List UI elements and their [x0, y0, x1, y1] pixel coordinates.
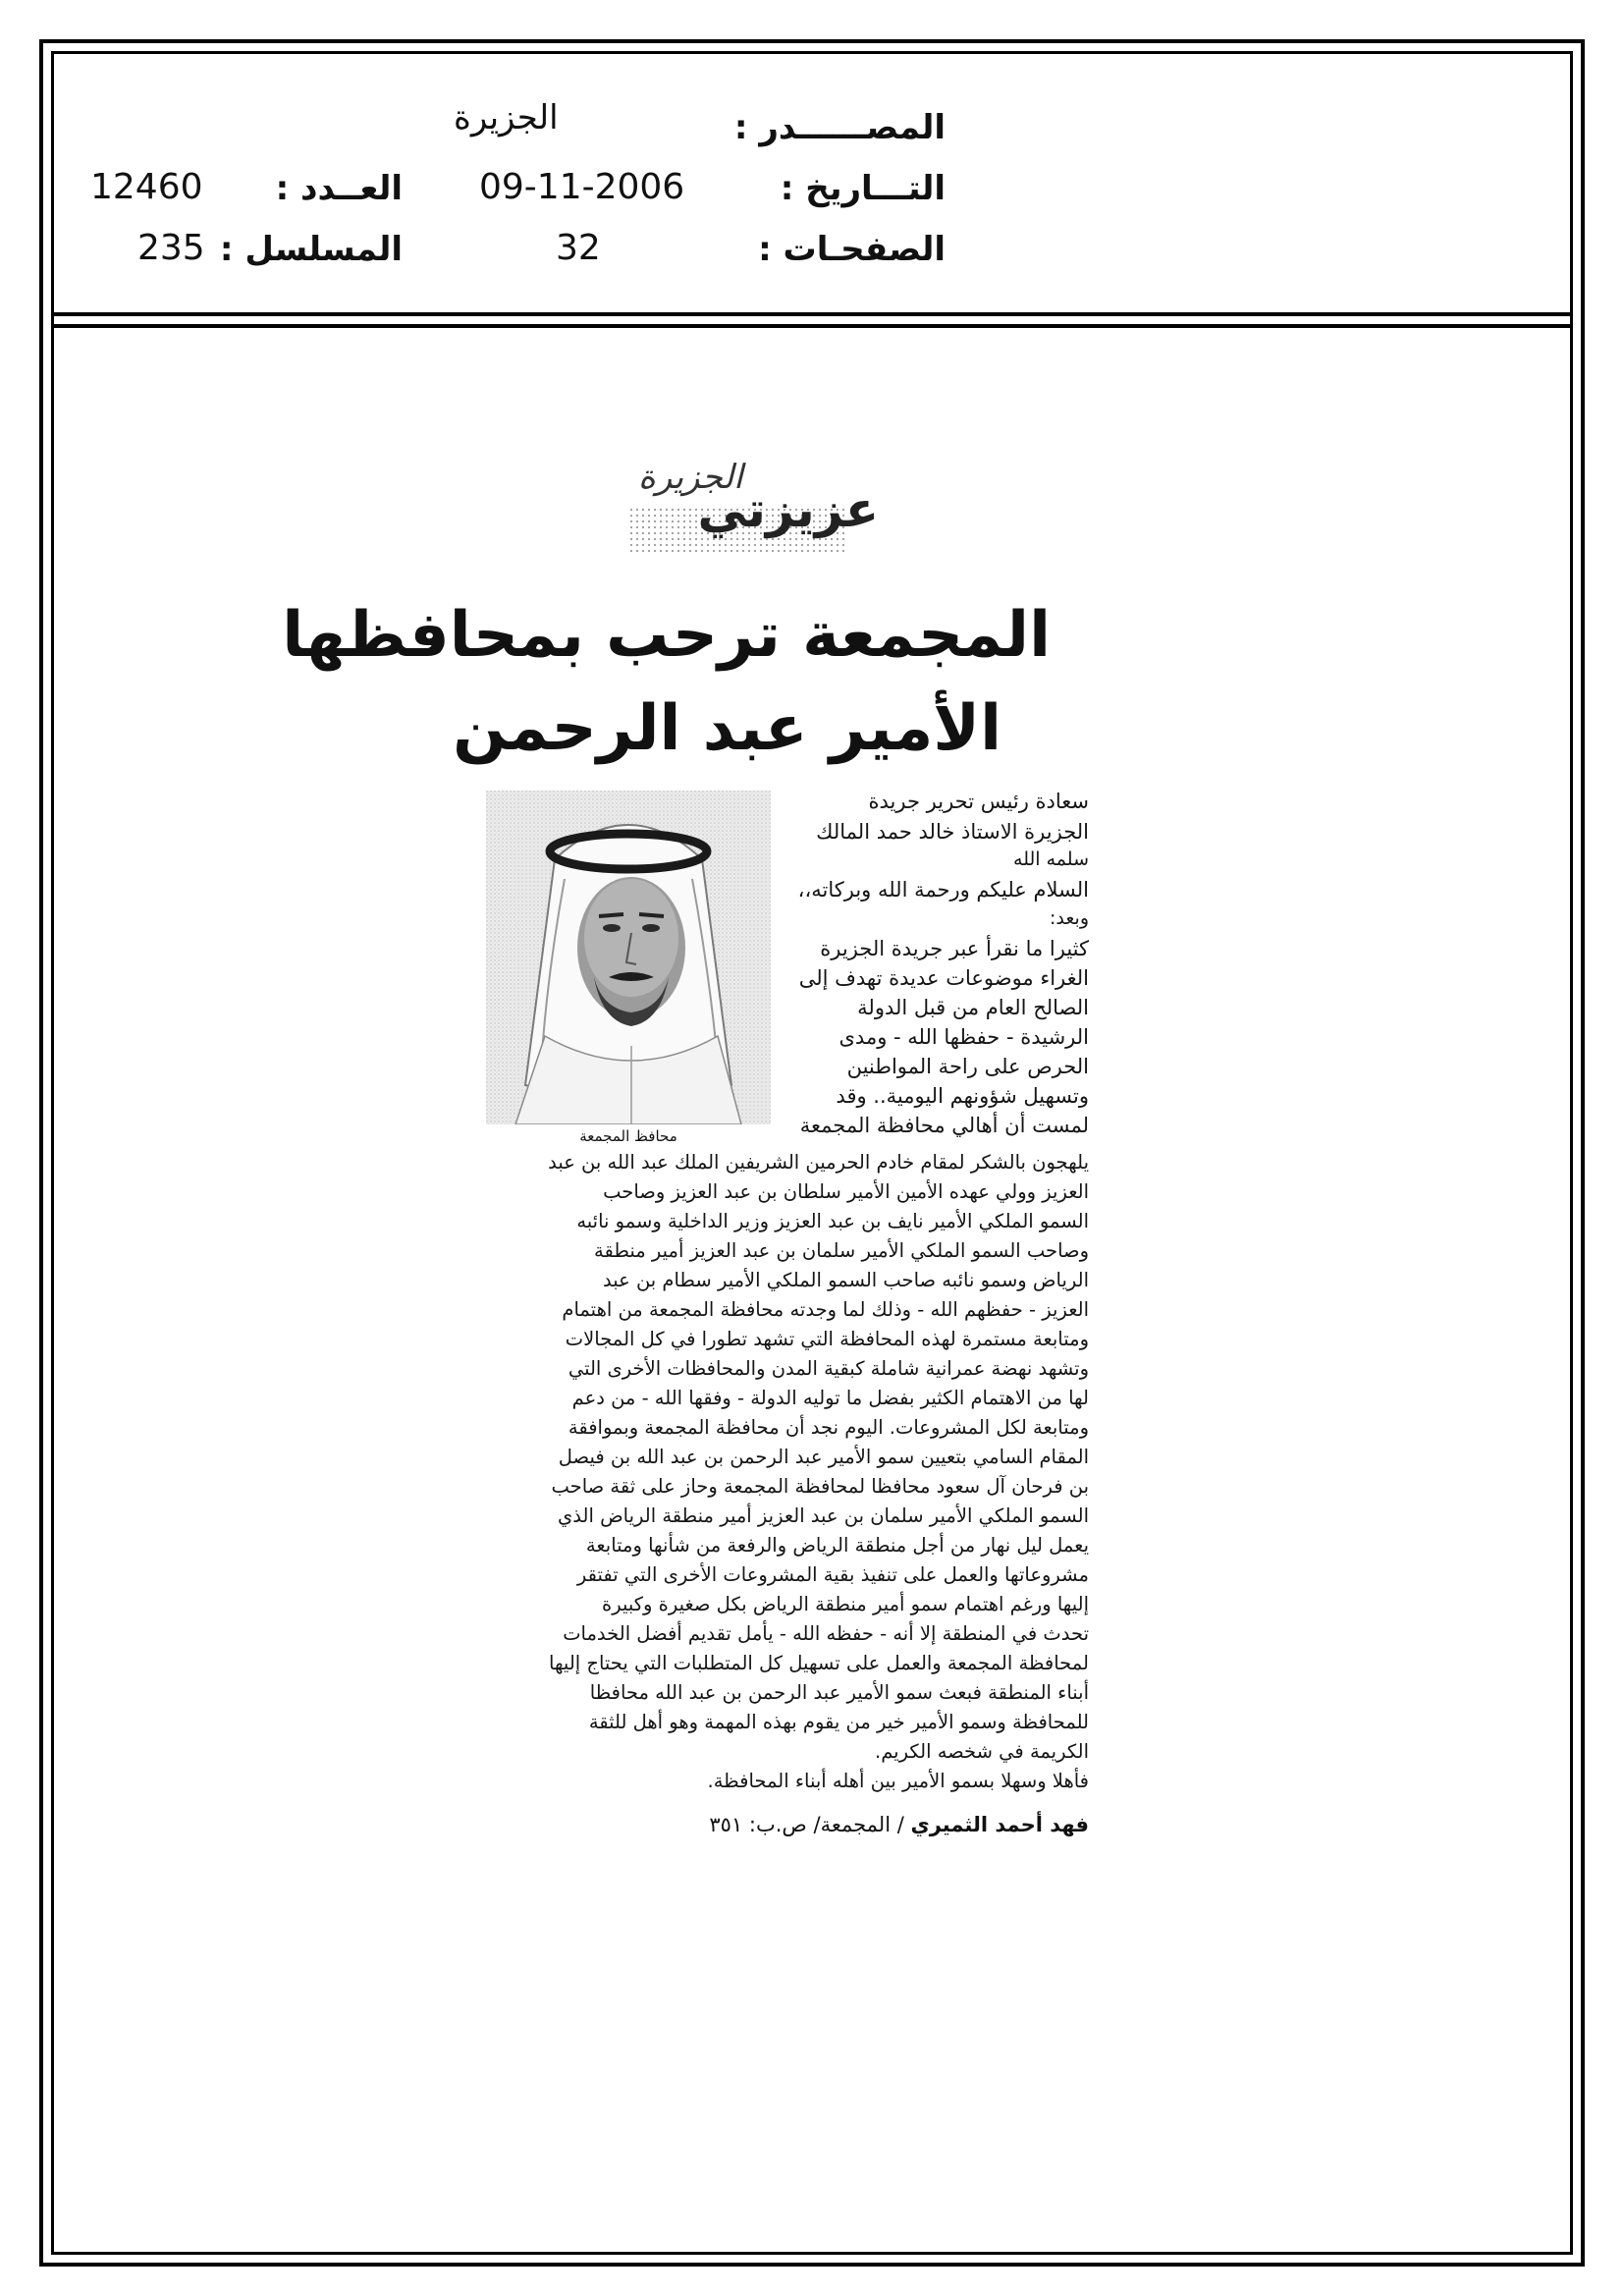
- masthead-sub-text: الجزيرة: [638, 458, 743, 497]
- body-line: تحدث في المنطقة إلا أنه - حفظه الله - يأمل تقديم أفضل الخدمات: [563, 1622, 1089, 1645]
- serial-label: المسلسل :: [219, 230, 403, 269]
- body-line: يعمل ليل نهار من أجل منطقة الرياض والرفعة من شأنها ومتابعة: [585, 1534, 1089, 1557]
- header-divider-bottom: [51, 324, 1573, 328]
- masthead-main-text: عزيزتي: [697, 481, 879, 538]
- body-line: يلهجون بالشكر لمقام خادم الحرمين الشريفين الملك عبد الله بن عبد: [548, 1151, 1089, 1174]
- author-location: / المجمعة/ ص.ب: ٣٥١: [709, 1813, 904, 1836]
- body-line: الصالح العام من قبل الدولة: [857, 996, 1089, 1019]
- issue-value: 12460: [90, 167, 203, 207]
- body-line: بن فرحان آل سعود محافظا لمحافظة المجمعة وحاز على ثقة صاحب: [551, 1475, 1089, 1498]
- body-line: أبناء المنطقة فبعث سمو الأمير عبد الرحمن بن عبد الله محافظا: [589, 1681, 1089, 1704]
- source-value: الجزيرة: [454, 98, 559, 137]
- body-line: سلمه الله: [1013, 848, 1089, 870]
- body-line: الجزيرة الاستاذ خالد حمد المالك: [816, 820, 1089, 844]
- headline-line-2: الأمير عبد الرحمن: [453, 692, 1001, 765]
- author-signature: [709, 1813, 1089, 1836]
- body-line: الرياض وسمو نائبه صاحب السمو الملكي الأمير سطام بن عبد: [602, 1269, 1089, 1291]
- source-label: المصــــــدر :: [733, 108, 946, 147]
- body-line: لها من الاهتمام الكثير بفضل ما توليه الدولة - وفقها الله - من دعم: [571, 1387, 1089, 1409]
- body-line: وصاحب السمو الملكي الأمير سلمان بن عبد العزيز أمير منطقة: [594, 1239, 1089, 1262]
- header-divider-top: [51, 312, 1573, 316]
- portrait-illustration: [486, 791, 771, 1124]
- headline-line-1: المجمعة ترحب بمحافظها: [282, 599, 1051, 672]
- body-line: لمحافظة المجمعة والعمل على تسهيل كل المتطلبات التي يحتاج إليها: [549, 1652, 1089, 1674]
- body-line: العزيز وولي عهده الأمين الأمير سلطان بن عبد العزيز وصاحب: [603, 1180, 1089, 1203]
- photo-caption: محافظ المجمعة: [579, 1127, 677, 1145]
- body-line: السمو الملكي الأمير سلمان بن عبد العزيز أمير منطقة الرياض الذي: [558, 1504, 1089, 1527]
- body-line: إليها ورغم اهتمام سمو أمير منطقة الرياض بكل صغيرة وكبيرة: [602, 1593, 1089, 1615]
- body-line: لمست أن أهالي محافظة المجمعة: [799, 1114, 1089, 1137]
- column-masthead: [628, 454, 884, 562]
- date-label: التـــاريخ :: [780, 169, 946, 208]
- body-line: المقام السامي بتعيين سمو الأمير عبد الرحمن بن عبد الله بن فيصل: [558, 1446, 1089, 1468]
- body-line: السمو الملكي الأمير نايف بن عبد العزيز وزير الداخلية وسمو نائبه: [576, 1210, 1089, 1232]
- body-line: كثيرا ما نقرأ عبر جريدة الجزيرة: [820, 937, 1089, 960]
- body-line: وبعد:: [1049, 907, 1089, 929]
- body-line: وتشهد نهضة عمرانية شاملة كبقية المدن والمحافظات الأخرى التي: [568, 1357, 1089, 1380]
- body-line: الغراء موضوعات عديدة تهدف إلى: [798, 966, 1089, 990]
- body-line: فأهلا وسهلا بسمو الأمير بين أهله أبناء المحافظة.: [707, 1770, 1089, 1792]
- body-line: للمحافظة وسمو الأمير خير من يقوم بهذه المهمة وهو أهل للثقة: [588, 1711, 1089, 1733]
- body-line: ومتابعة مستمرة لهذه المحافظة التي تشهد تطورا في كل المجالات: [565, 1328, 1089, 1350]
- issue-label: العــدد :: [275, 169, 403, 208]
- body-line: الكريمة في شخصه الكريم.: [875, 1740, 1089, 1763]
- author-name: فهد أحمد الثميري: [910, 1813, 1089, 1836]
- body-line: العزيز - حفظهم الله - وذلك لما وجدته محافظة المجمعة من اهتمام: [562, 1298, 1089, 1321]
- body-line: الحرص على راحة المواطنين: [846, 1055, 1089, 1078]
- body-line: السلام عليكم ورحمة الله وبركاته،،: [797, 878, 1089, 902]
- body-line: الرشيدة - حفظها الله - ومدى: [839, 1025, 1089, 1049]
- body-line: وتسهيل شؤونهم اليومية.. وقد: [836, 1084, 1089, 1108]
- governor-photo: [486, 791, 771, 1124]
- date-value: 09-11-2006: [479, 167, 685, 207]
- pages-value: 32: [556, 228, 601, 268]
- body-line: مشروعاتها والعمل على تنفيذ بقية المشروعات الأخرى التي تفتقر: [576, 1563, 1089, 1586]
- pages-label: الصفحـات :: [758, 230, 946, 269]
- body-line: ومتابعة لكل المشروعات. اليوم نجد أن محافظة المجمعة وبموافقة: [568, 1416, 1089, 1439]
- body-line: سعادة رئيس تحرير جريدة: [868, 790, 1089, 813]
- serial-value: 235: [137, 228, 205, 268]
